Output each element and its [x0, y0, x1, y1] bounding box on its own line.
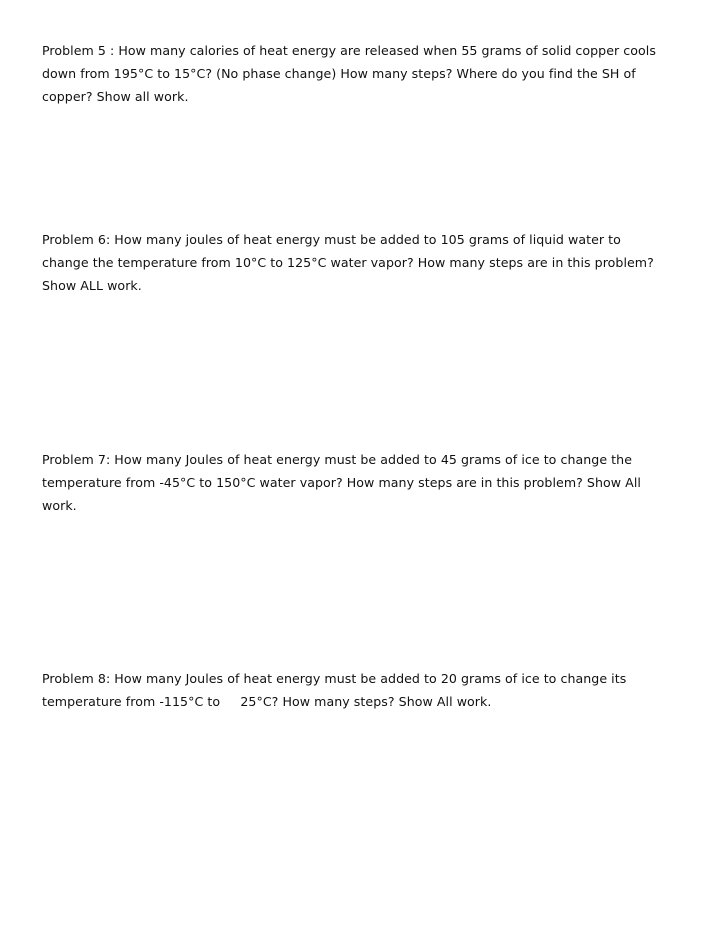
problem-8-line-1: Problem 8: How many Joules of heat energy must be added to 20 grams of ice to change its [42, 671, 627, 686]
problem-6-line-3: Show ALL work. [42, 278, 142, 293]
problem-7-line-3: work. [42, 498, 77, 513]
problem-8-line-2: temperature from -115°C to 25°C? How many steps? Show All work. [42, 694, 492, 709]
problem-5-line-1: Problem 5 : How many calories of heat energy are released when 55 grams of solid copper cools [42, 43, 656, 58]
problem-5-line-3: copper? Show all work. [42, 89, 189, 104]
problem-7 [42, 448, 692, 517]
problem-6-line-2: change the temperature from 10°C to 125°C water vapor? How many steps are in this problem? [42, 255, 654, 270]
problem-5-line-2: down from 195°C to 15°C? (No phase change) How many steps? Where do you find the SH of [42, 66, 636, 81]
problem-5 [42, 39, 692, 108]
problem-7-line-1: Problem 7: How many Joules of heat energy must be added to 45 grams of ice to change the [42, 452, 633, 467]
problem-8 [42, 667, 692, 713]
problem-6 [42, 228, 692, 297]
problem-6-line-1: Problem 6: How many joules of heat energy must be added to 105 grams of liquid water to [42, 232, 621, 247]
problem-7-line-2: temperature from -45°C to 150°C water vapor? How many steps are in this problem? Show All [42, 475, 641, 490]
